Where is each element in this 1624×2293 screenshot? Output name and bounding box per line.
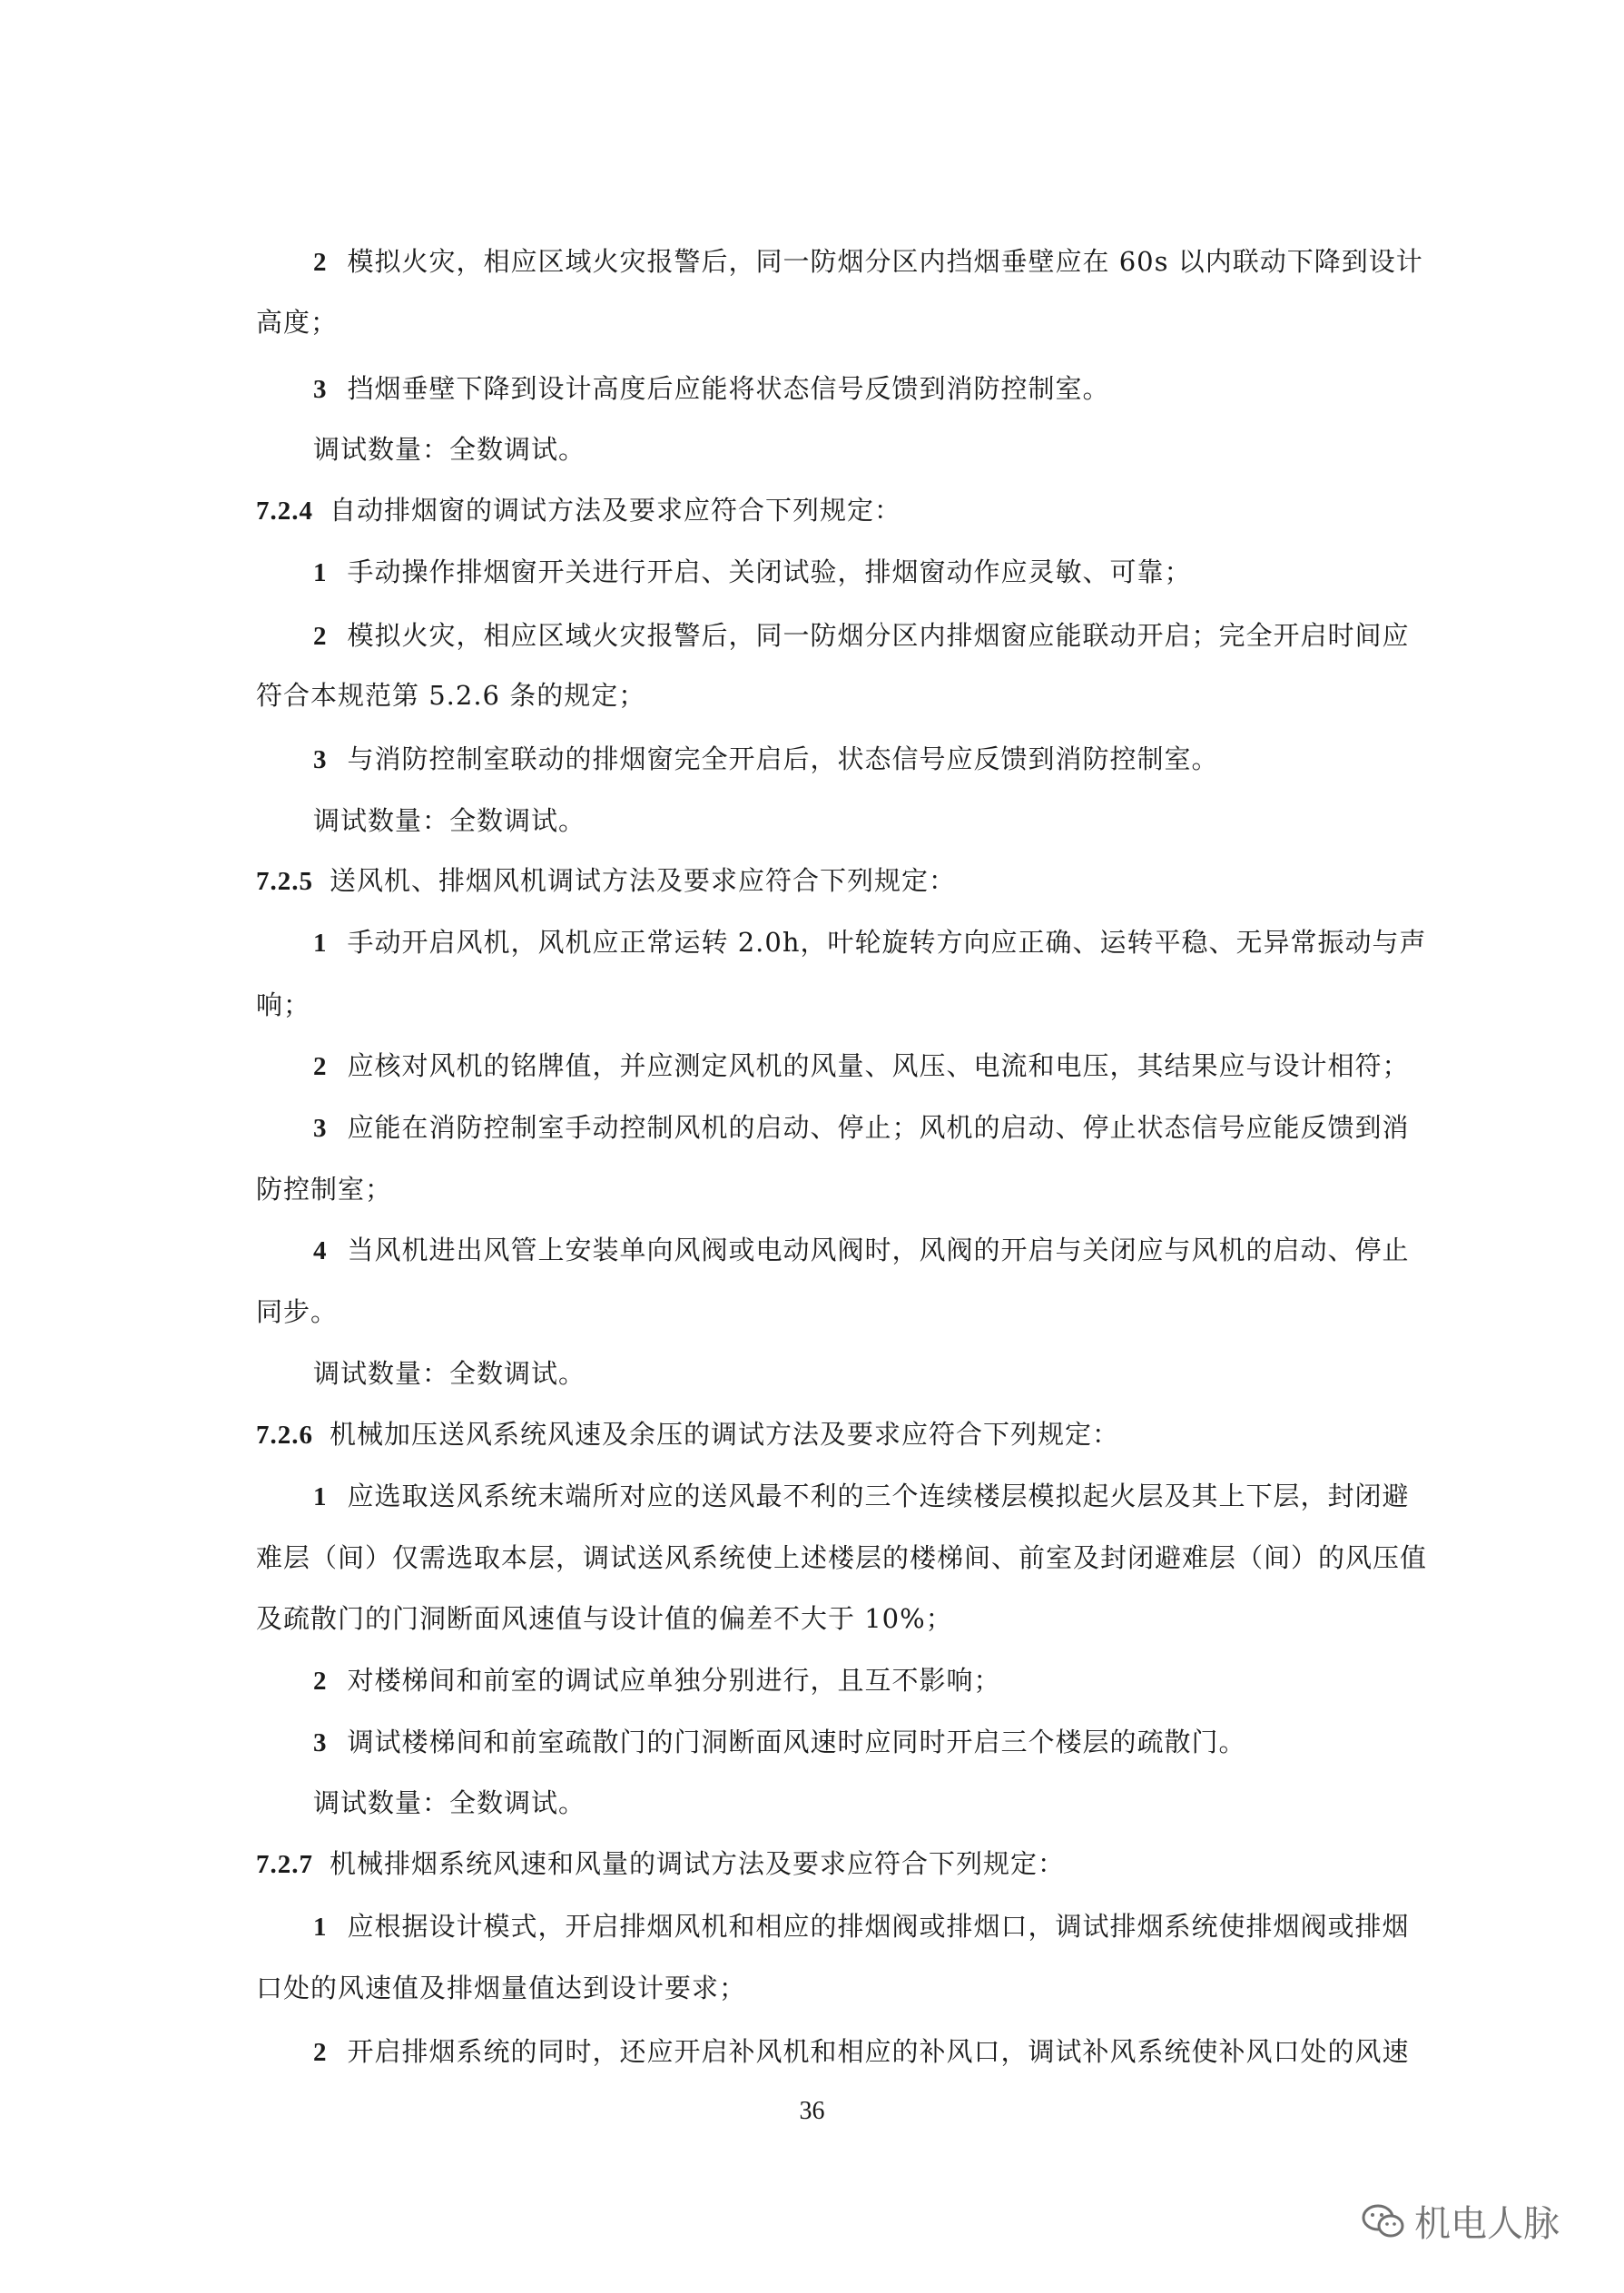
- line-text: 调试楼梯间和前室疏散门的门洞断面风速时应同时开启三个楼层的疏散门。: [347, 1727, 1246, 1757]
- item-number: 3: [313, 375, 328, 404]
- list-item: [313, 1662, 1001, 1699]
- watermark-text: 机电人脉: [1414, 2203, 1560, 2245]
- line-text: 与消防控制室联动的排烟窗完全开启后，状态信号应反馈到消防控制室。: [347, 743, 1219, 774]
- clause-heading: [256, 1845, 1065, 1883]
- test-quantity-note: [313, 1355, 586, 1392]
- list-item: [313, 1109, 1410, 1146]
- continuation-line: [256, 1970, 746, 2006]
- test-quantity-note: [313, 1785, 586, 1821]
- line-text: 机械加压送风系统风速及余压的调试方法及要求应符合下列规定：: [330, 1419, 1120, 1450]
- line-text: 应能在消防控制室手动控制风机的启动、停止；风机的启动、停止状态信号应能反馈到消: [347, 1112, 1410, 1143]
- item-number: 2: [313, 1667, 328, 1696]
- list-item: [313, 924, 1427, 961]
- page-number: 36: [799, 2097, 825, 2125]
- list-item: [313, 1478, 1410, 1515]
- list-item: [313, 2033, 1410, 2071]
- item-number: 2: [313, 1052, 328, 1081]
- clause-number: 7.2.6: [256, 1421, 313, 1450]
- line-text: 对楼梯间和前室的调试应单独分别进行，且互不影响；: [347, 1665, 1001, 1696]
- line-text: 符合本规范第 5.2.6 条的规定；: [256, 680, 646, 711]
- list-item: [313, 243, 1423, 280]
- line-text: 口处的风速值及排烟量值达到设计要求；: [256, 1973, 747, 2003]
- clause-number: 7.2.4: [256, 497, 313, 526]
- continuation-line: [256, 1294, 338, 1330]
- item-number: 2: [313, 2038, 328, 2067]
- list-item: [313, 741, 1219, 778]
- line-text: 响；: [256, 989, 311, 1020]
- list-item: [313, 370, 1110, 408]
- line-text: 开启排烟系统的同时，还应开启补风机和相应的补风口，调试补风系统使补风口处的风速: [347, 2036, 1410, 2067]
- line-text: 调试数量：全数调试。: [313, 1787, 586, 1818]
- list-item: [313, 1908, 1410, 1945]
- clause-number: 7.2.5: [256, 867, 313, 896]
- list-item: [313, 1232, 1410, 1269]
- item-number: 2: [313, 248, 328, 277]
- line-text: 模拟火灾，相应区域火灾报警后，同一防烟分区内排烟窗应能联动开启；完全开启时间应: [347, 620, 1410, 651]
- line-text: 高度；: [256, 307, 339, 338]
- line-text: 手动操作排烟窗开关进行开启、关闭试验，排烟窗动作应灵敏、可靠；: [347, 556, 1192, 587]
- clause-heading: [256, 1416, 1119, 1453]
- line-text: 防控制室；: [256, 1174, 393, 1205]
- line-text: 自动排烟窗的调试方法及要求应符合下列规定：: [330, 495, 902, 526]
- line-text: 模拟火灾，相应区域火灾报警后，同一防烟分区内挡烟垂壁应在 60s 以内联动下降到设计: [347, 246, 1423, 277]
- watermark: [1362, 2195, 1560, 2247]
- line-text: 应核对风机的铭牌值，并应测定风机的风量、风压、电流和电压，其结果应与设计相符；: [347, 1050, 1410, 1081]
- item-number: 3: [313, 1114, 328, 1143]
- wechat-icon: [1362, 2203, 1405, 2239]
- continuation-line: [256, 677, 645, 713]
- list-item: [313, 617, 1410, 654]
- list-item: [313, 554, 1192, 591]
- continuation-line: [256, 987, 310, 1023]
- line-text: 及疏散门的门洞断面风速值与设计值的偏差不大于 10%；: [256, 1603, 953, 1634]
- test-quantity-note: [313, 431, 586, 467]
- line-text: 应根据设计模式，开启排烟风机和相应的排烟阀或排烟口，调试排烟系统使排烟阀或排烟: [347, 1911, 1410, 1942]
- line-text: 手动开启风机，风机应正常运转 2.0h，叶轮旋转方向应正确、运转平稳、无异常振动与声: [347, 927, 1427, 958]
- line-text: 机械排烟系统风速和风量的调试方法及要求应符合下列规定：: [330, 1848, 1066, 1879]
- line-text: 挡烟垂壁下降到设计高度后应能将状态信号反馈到消防控制室。: [347, 373, 1110, 404]
- line-text: 当风机进出风管上安装单向风阀或电动风阀时，风阀的开启与关闭应与风机的启动、停止: [347, 1235, 1410, 1265]
- item-number: 4: [313, 1236, 328, 1265]
- line-text: 调试数量：全数调试。: [313, 434, 586, 465]
- continuation-line: [256, 304, 338, 340]
- item-number: 1: [313, 929, 328, 958]
- item-number: 1: [313, 1913, 328, 1942]
- line-text: 送风机、排烟风机调试方法及要求应符合下列规定：: [330, 865, 957, 896]
- line-text: 调试数量：全数调试。: [313, 1358, 586, 1389]
- item-number: 3: [313, 1728, 328, 1757]
- item-number: 1: [313, 558, 328, 587]
- item-number: 3: [313, 745, 328, 774]
- item-number: 2: [313, 622, 328, 651]
- item-number: 1: [313, 1482, 328, 1511]
- line-text: 难层（间）仅需选取本层，调试送风系统使上述楼层的楼梯间、前室及封闭避难层（间）的风压值: [256, 1542, 1428, 1573]
- continuation-line: [256, 1171, 392, 1207]
- list-item: [313, 1724, 1246, 1761]
- continuation-line: [256, 1600, 953, 1637]
- line-text: 调试数量：全数调试。: [313, 805, 586, 836]
- line-text: 应选取送风系统末端所对应的送风最不利的三个连续楼层模拟起火层及其上下层，封闭避: [347, 1481, 1410, 1511]
- clause-heading: [256, 862, 956, 900]
- test-quantity-note: [313, 802, 586, 839]
- line-text: 同步。: [256, 1296, 339, 1327]
- clause-heading: [256, 492, 901, 529]
- list-item: [313, 1048, 1410, 1085]
- clause-number: 7.2.7: [256, 1850, 313, 1879]
- continuation-line: [256, 1540, 1427, 1576]
